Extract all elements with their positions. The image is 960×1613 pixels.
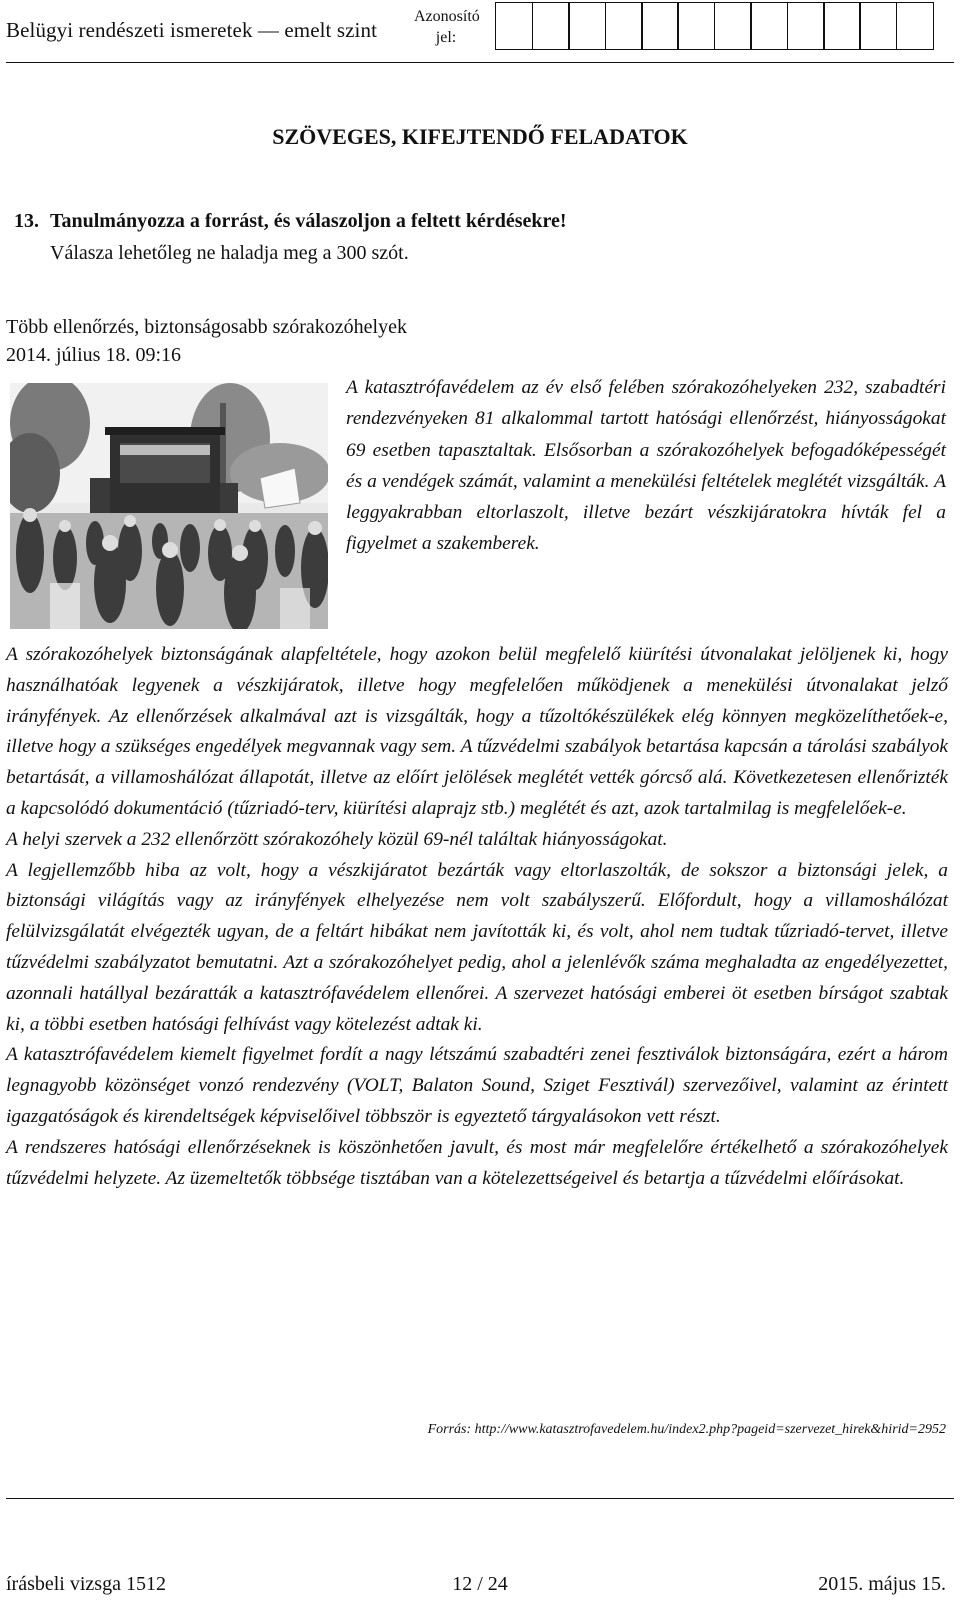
task-number: 13. — [14, 210, 39, 232]
id-code-box[interactable] — [750, 2, 788, 50]
id-code-box[interactable] — [605, 2, 643, 50]
article-paragraph: A rendszeres hatósági ellenőrzéseknek is köszönhetően javult, és most már megfelelőre értékelhető a szórakozóhelyek tűzvédelmi helyzete. Az üzemeltetők többsége tisztában van a kötelezettségeivel és betartja a tűzvédelmi előírásokat. — [6, 1136, 948, 1189]
article-lead: A katasztrófavédelem az év első felében szórakozóhelyeken 232, szabadtéri rendezvényeken 81 alkalommal tartott hatósági ellenőrzést, hiányosságokat 69 esetben tapasztaltak. Elsősorban a szórakozóhelyek befogadóképességét és a vendégek számát, valamint a menekülési feltételek meglétét vizsgálták. A leggyakrabban eltorlaszolt, illetve bezárt vészkijáratokra hívták fel a figyelmet a szakemberek. — [346, 377, 946, 555]
id-code-boxes[interactable] — [497, 2, 934, 50]
header-divider — [6, 62, 954, 63]
exam-code: írásbeli vizsga 1512 — [6, 1573, 166, 1595]
exam-date: 2015. május 15. — [818, 1573, 946, 1595]
id-code-box[interactable] — [823, 2, 861, 50]
task-instruction: Tanulmányozza a forrást, és válaszoljon a feltett kérdésekre! — [50, 210, 567, 232]
page-footer — [0, 1573, 960, 1603]
id-code-box[interactable] — [787, 2, 825, 50]
page-number: 12 / 24 — [452, 1573, 508, 1595]
article-paragraph: A legjellemzőbb hiba az volt, hogy a vészkijáratot bezárták vagy eltorlaszolták, de sokszor a biztonsági jelek, a biztonsági világítás vagy az irányfények elhelyezése nem volt szabályszerű. Előfordult, hogy a villamoshálózat felülvizsgálatát elvégezték ugyan, de a feltárt hibákat nem javították ki, és volt, ahol nem tudtak tűzriadó-tervet, illetve tűzvédelmi szabályzatot bemutatni. Azt a szórakozóhelyet pedig, ahol a jelenlévők száma meghaladta az engedélyezettet, azonnali hatállyal bezáratták a katasztrófavédelem ellenőrei. A szervezet hatósági emberei öt esetben bírságot szabtak ki, a többi esetben hatósági felhívást vagy kötelezést adtak ki. — [6, 859, 948, 1035]
section-title: SZÖVEGES, KIFEJTENDŐ FELADATOK — [272, 124, 688, 149]
article-paragraph: A szórakozóhelyek biztonságának alapfeltétele, hogy azokon belül megfelelő kiürítési útvonalakat jelöljenek ki, hogy használhatóak legyenek a vészkijáratok, illetve hogy megfelelően működjenek a menekülési útvonalakat jelző irányfények. Az ellenőrzések alkalmával azt is vizsgálták, hogy a tűzoltókészülékek elég könnyen megközelíthetőek-e, illetve hogy a szükséges engedélyek megvannak vagy sem. A tűzvédelmi szabályok betartása kapcsán a tárolási szabályok betartását, a villamoshálózat állapotát, illetve az előírt jelölések meglétét vették górcső alá. Következetesen ellenőrizték a kapcsolódó dokumentáció (tűzriadó-terv, kiürítési alaprajz stb.) meglétét és azt, azok tartalmilag is megfelelőek-e. — [6, 644, 949, 819]
id-code-box[interactable] — [568, 2, 606, 50]
article-paragraph: A helyi szervek a 232 ellenőrzött szórakozóhely közül 69-nél találtak hiányosságokat. — [6, 828, 668, 850]
id-code-box[interactable] — [532, 2, 570, 50]
festival-crowd-photo — [10, 383, 328, 629]
article-paragraph: A katasztrófavédelem kiemelt figyelmet fordít a nagy létszámú szabadtéri zenei fesztiválok biztonságára, ezért a három legnagyobb közönséget vonzó rendezvény (VOLT, Balaton Sound, Sziget Fesztivál) szervezőivel, valamint az érintett igazgatóságok és kirendeltségek képviselőivel többször is egyeztető tárgyalásokon vett részt. — [6, 1044, 948, 1127]
id-code-box[interactable] — [495, 2, 533, 50]
source-citation: Forrás: http://www.katasztrofavedelem.hu/index2.php?pageid=szervezet_hirek&hirid=2952 — [427, 1422, 946, 1437]
page-header — [0, 0, 960, 64]
id-code-box[interactable] — [714, 2, 752, 50]
task-instruction-line — [14, 210, 567, 233]
id-code-box[interactable] — [677, 2, 715, 50]
task-word-limit: Válasza lehetőleg ne haladja meg a 300 szót. — [50, 242, 409, 264]
id-code-box[interactable] — [641, 2, 679, 50]
article-headline: Több ellenőrzés, biztonságosabb szórakozóhelyek — [6, 316, 407, 338]
article-body — [6, 640, 948, 1194]
id-label: Azonosító jel: — [414, 8, 480, 46]
footer-divider — [6, 1498, 954, 1499]
id-code-box[interactable] — [896, 2, 934, 50]
id-code-box[interactable] — [859, 2, 897, 50]
exam-subject-title: Belügyi rendészeti ismeretek — emelt szint — [6, 18, 378, 42]
article-dateline: 2014. július 18. 09:16 — [6, 344, 182, 366]
festival-crowd-photo-icon — [10, 383, 328, 629]
